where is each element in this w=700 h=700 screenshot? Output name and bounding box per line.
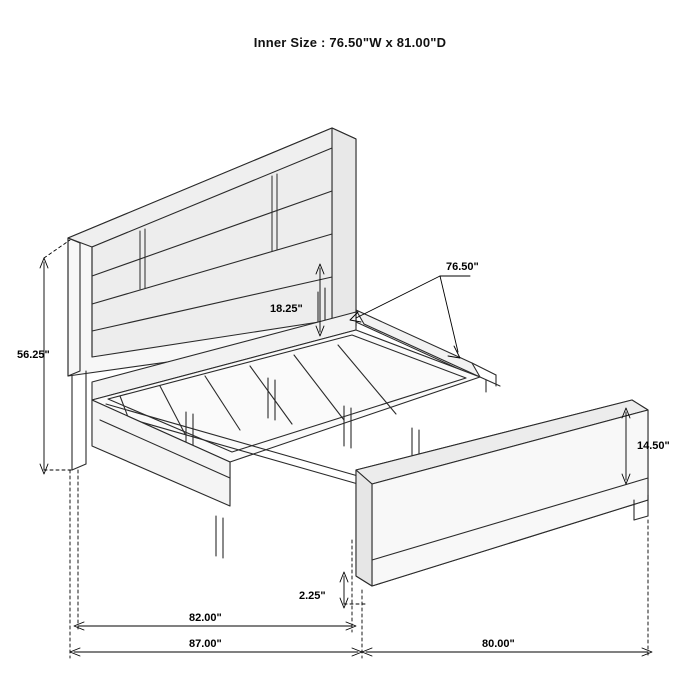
dim-label-footboard-height: 14.50" (637, 440, 670, 452)
dim-label-headboard-clear: 18.25" (270, 303, 303, 315)
footboard (356, 400, 648, 586)
dim-label-clearance: 2.25" (299, 590, 326, 602)
page-title: Inner Size : 76.50"W x 81.00"D (253, 35, 447, 50)
dim-label-overall-depth: 87.00" (189, 638, 222, 650)
dim-label-inner-width-top: 76.50" (446, 261, 479, 273)
dim-label-inner-depth: 82.00" (189, 612, 222, 624)
dim-leader-7650 (356, 276, 440, 318)
dim-label-height-overall: 56.25" (17, 349, 50, 361)
dim-label-overall-width: 80.00" (482, 638, 515, 650)
